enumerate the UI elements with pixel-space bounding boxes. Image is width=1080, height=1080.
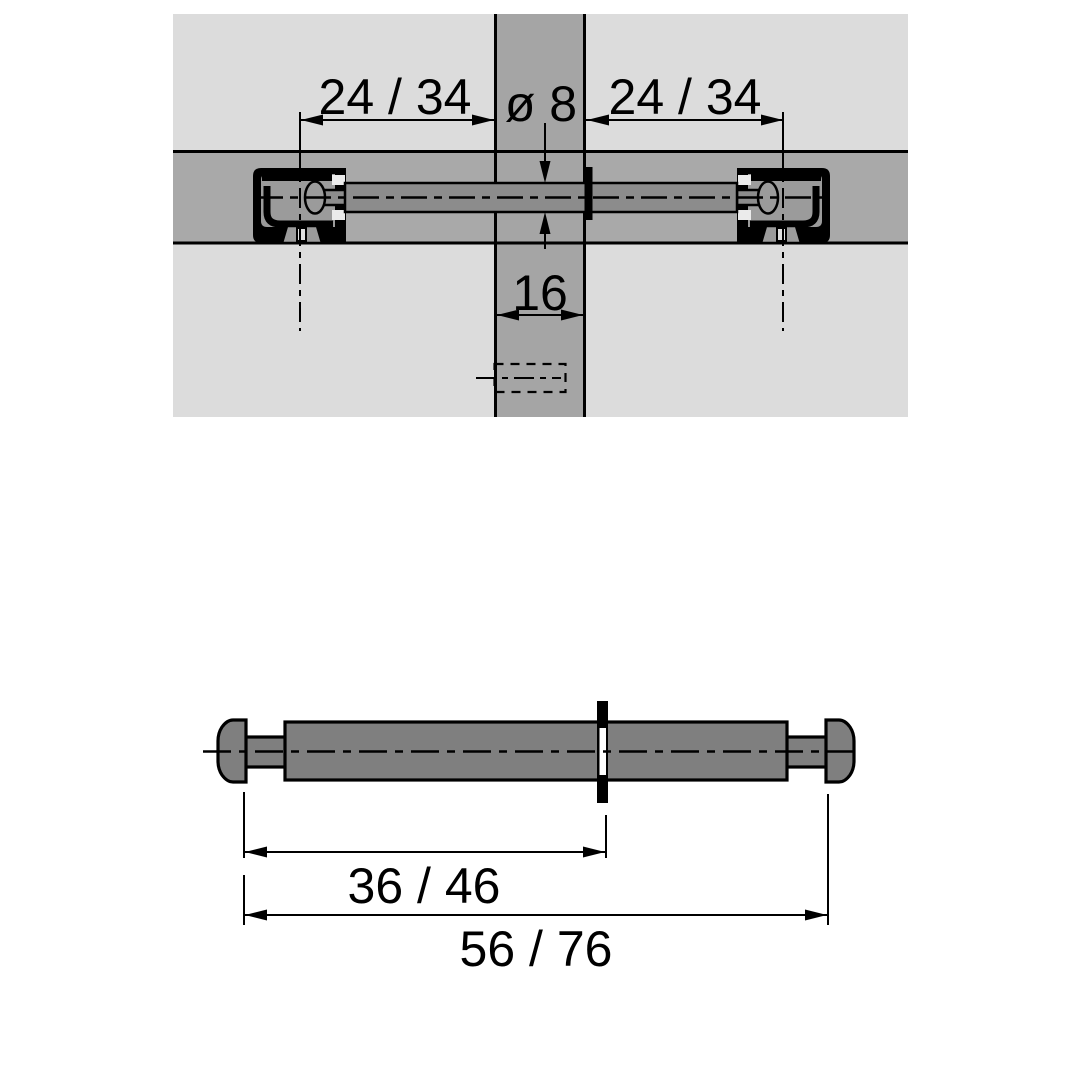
housing-notch-top — [332, 175, 345, 185]
dimension-label: 24 / 34 — [608, 69, 762, 125]
dimension-label: 16 — [512, 265, 568, 321]
dimension-right-drilling-distance — [586, 69, 783, 126]
dimension-label: 24 / 34 — [318, 69, 472, 125]
dimension-label: ø 8 — [504, 76, 578, 132]
arrowhead-left — [245, 847, 267, 858]
dimension-left-drilling-distance — [300, 69, 494, 126]
cam-base-slot — [297, 228, 306, 241]
bolt-flange-top-view — [585, 167, 593, 220]
cam-top-slot — [262, 174, 332, 181]
dimension-overall-length — [245, 910, 827, 978]
dimension-label: 56 / 76 — [459, 921, 613, 977]
dimension-length-to-flange — [245, 847, 605, 915]
arrowhead-left — [245, 910, 267, 921]
arrowhead-right — [805, 910, 827, 921]
bolt-side-view — [203, 701, 858, 977]
partition-panel — [494, 14, 586, 417]
dimension-label: 36 / 46 — [347, 858, 501, 914]
arrowhead-right — [583, 847, 605, 858]
cross-section-view — [173, 14, 908, 417]
housing-notch-bottom — [332, 210, 345, 220]
